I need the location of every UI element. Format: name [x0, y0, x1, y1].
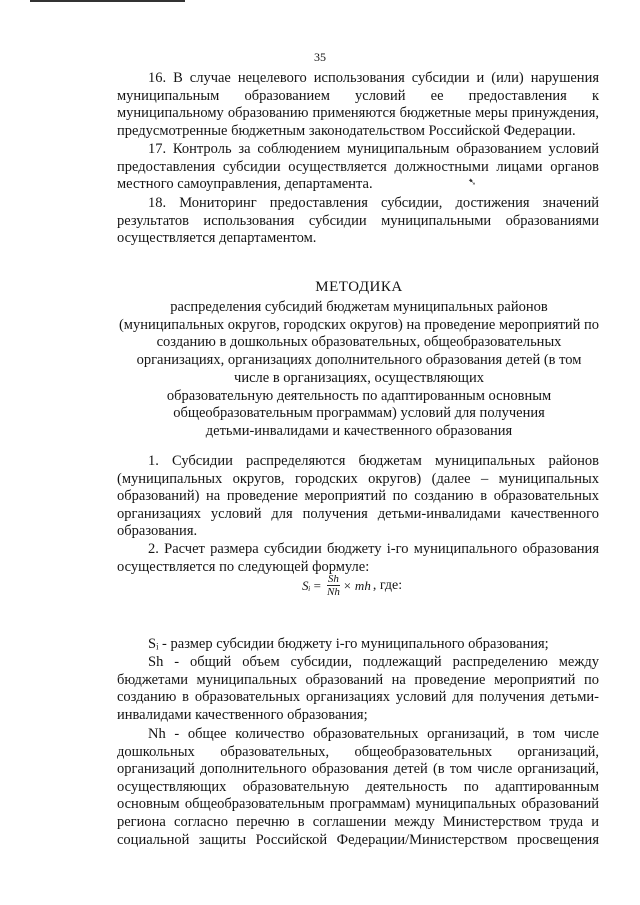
- formula-lhs: Sᵢ: [302, 577, 311, 593]
- subtitle-line: организациях, организациях дополнительного образования детей (в том: [136, 352, 582, 369]
- paragraph-16: [117, 70, 599, 140]
- text-line: региона согласно перечню в соглашении между Министерством труда и: [117, 813, 599, 830]
- paragraph-2: [117, 541, 599, 576]
- text-line: Sᵢ - размер субсидии бюджету i-го муниципального образования;: [148, 636, 549, 652]
- definition-si: [117, 636, 599, 654]
- formula-fraction: [327, 573, 340, 598]
- definition-sh: [117, 654, 599, 724]
- text-line: образований) на проведение мероприятий по созданию в образовательных: [117, 488, 599, 505]
- subtitle-line: распределения субсидий бюджетам муниципальных районов: [170, 299, 548, 315]
- formula-suffix: , где:: [372, 577, 403, 593]
- text-line: созданию в образовательных организациях условий для получения детьми-: [117, 689, 599, 706]
- text-line: организациях условий для получения детьми-инвалидами качественного: [117, 505, 599, 522]
- paragraph-1: [117, 453, 599, 541]
- text-line: осуществляется по следующей формуле:: [117, 558, 370, 575]
- subtitle-line: образовательную деятельность по адаптированным основным: [166, 387, 552, 404]
- formula: [302, 573, 402, 598]
- text-line: Sh - общий объем субсидии, подлежащий распределению между: [148, 654, 599, 670]
- text-line: социальной защиты Российской Федерации/Министерством просвещения: [117, 831, 599, 848]
- subtitle-line: детьми-инвалидами и качественного образования: [205, 422, 513, 439]
- text-line: бюджетами муниципальных образований на проведение мероприятий по: [117, 671, 599, 688]
- top-edge-line: [30, 0, 185, 2]
- text-line: 2. Расчет размера субсидии бюджету i-го муниципального образования: [148, 541, 599, 557]
- formula-times: × mh: [342, 577, 371, 593]
- text-line: муниципальным образованием условий ее предоставления к: [117, 87, 599, 104]
- text-line: местного самоуправления, департамента.: [117, 176, 373, 193]
- text-line: 16. В случае нецелевого использования субсидии и (или) нарушения: [148, 70, 599, 86]
- text-line: 17. Контроль за соблюдением муниципальным образованием условий: [148, 141, 599, 157]
- subtitle-line: (муниципальных округов, городских округов) на проведение мероприятий по: [118, 316, 600, 333]
- text-line: предоставления субсидии осуществляется должностными лицами органов: [117, 158, 599, 175]
- text-line: осуществляется департаментом.: [117, 230, 317, 247]
- text-line: Nh - общее количество образовательных организаций, в том числе: [148, 726, 599, 742]
- definition-nh: [117, 726, 599, 849]
- text-line: 1. Субсидии распределяются бюджетам муниципальных районов: [148, 453, 599, 469]
- text-line: инвалидами качественного образования;: [117, 706, 368, 723]
- text-line: организаций дополнительного образования детей (в том числе организаций,: [117, 761, 599, 778]
- text-line: основным общеобразовательным программам) муниципальных образований: [117, 796, 599, 813]
- page-number: 35: [314, 50, 326, 64]
- subtitle-line: числе в организациях, осуществляющих: [234, 369, 484, 386]
- formula-denominator: Nh: [326, 586, 340, 598]
- text-line: результатов использования субсидии муниципальными образованиями: [117, 212, 599, 229]
- formula-numerator: Sh: [327, 573, 339, 585]
- subtitle-line: созданию в дошкольных образовательных, общеобразовательных: [156, 334, 562, 351]
- methodology-title: МЕТОДИКА: [315, 279, 403, 295]
- paragraph-18: [117, 195, 599, 248]
- stray-mark: ➷: [468, 177, 477, 188]
- text-line: образования.: [117, 523, 198, 540]
- subtitle-line: общеобразовательным программам) условий для получения: [173, 405, 545, 422]
- text-line: (муниципальных округов, городских округов) (далее – муниципальных: [117, 470, 599, 487]
- text-line: муниципальному образованию применяются бюджетные меры принуждения,: [117, 105, 599, 122]
- formula-equals: =: [313, 577, 321, 593]
- text-line: предусмотренные бюджетным законодательством Российской Федерации.: [117, 122, 576, 139]
- paragraph-17: [117, 141, 599, 194]
- text-line: осуществляющих образовательную деятельность по адаптированным: [117, 778, 599, 795]
- methodology-subtitle: [0, 299, 640, 441]
- text-line: дошкольных образовательных, общеобразовательных организаций,: [117, 743, 599, 760]
- text-line: 18. Мониторинг предоставления субсидии, достижения значений: [148, 195, 599, 211]
